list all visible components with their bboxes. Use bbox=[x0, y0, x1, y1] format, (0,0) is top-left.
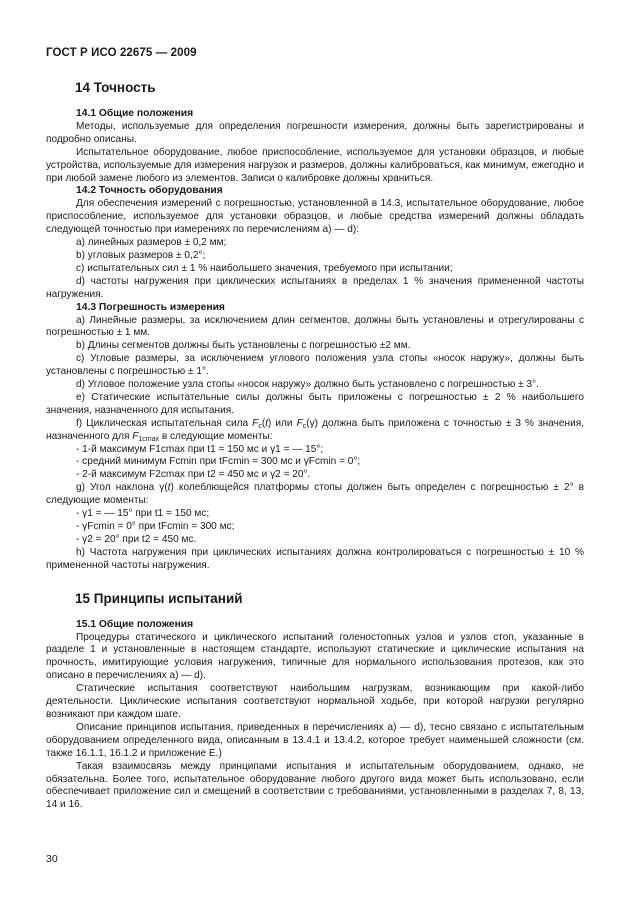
list-item-g: g) Угол наклона γ(t) колеблющейся платформы стопы должен быть определен с погрешностью ± 2° в следующие моменты: bbox=[46, 482, 584, 507]
document-header: ГОСТ Р ИСО 22675 — 2009 bbox=[46, 47, 197, 59]
list-subitem: - средний минимум Fcmin при tFcmin = 300 мс и γFcmin = 0°; bbox=[76, 456, 361, 468]
list-subitem: - γFcmin = 0° при tFcmin = 300 мс; bbox=[76, 521, 235, 532]
list-item: а) Линейные размеры, за исключением длин сегментов, должны быть установлены и отрегулированы с погрешностью ± 1 мм. bbox=[46, 314, 584, 339]
text-run: колеблющейся платформы стопы должен быть определен с погрешностью ± 2° в следующие моменты: bbox=[46, 482, 584, 507]
paragraph: Для обеспечения измерений с погрешностью, установленной в 14.3, испытательное оборудование, любое приспособление, используемое для установки образцов, и любые средства измерений должны обладать следующей точностью при измерениях по перечислениям а) — d): bbox=[46, 198, 584, 236]
list-item: с) испытательных сил ± 1 % наибольшего значения, требуемого при испытании; bbox=[76, 262, 453, 274]
paragraph: Процедуры статического и циклического испытаний голеностопных узлов и узлов стоп, указанные в разделе 1 и установленные в настоящем стандарте, используют статические и циклические испытания на прочность, имитирующие условия нагружения, типичные для нормального использования протезов, как это описано в перечислениях а) — d). bbox=[46, 631, 584, 682]
page-number: 30 bbox=[46, 853, 58, 865]
section-14-2-heading: 14.2 Точность оборудования bbox=[76, 185, 223, 197]
list-item: d) частоты нагружения при циклических испытаниях в пределах 1 % значения примененной частоты нагружения. bbox=[46, 275, 584, 300]
list-item: е) Статические испытательные силы должны быть приложены с погрешностью ± 2 % наибольшего значения, назначенного для испытания. bbox=[46, 391, 584, 416]
list-item-f: f) Циклическая испытательная сила $F_c(t)$ или $F_c(\gamma)$ должна быть приложена с точностью ± 3 % значения, назначенного для $F_{1cmax}$ в следующие моменты: bbox=[46, 417, 585, 443]
section-14-3-heading: 14.3 Погрешность измерения bbox=[76, 301, 225, 313]
section-14-heading: 14 Точность bbox=[75, 80, 156, 95]
list-item: h) Частота нагружения при циклических испытаниях должна контролироваться с погрешностью ± 10 % примененной частоты нагружения. bbox=[46, 546, 584, 571]
text-run: или bbox=[271, 417, 297, 429]
paragraph: Такая взаимосвязь между принципами испытания и испытательным оборудованием, однако, не обязательна. Более того, испытательное оборудование любого другого вида может быть использовано, если обеспечивает приложение сил и смещений в соответствии с требованиями, установленными в разделах 7, 8, 13, 14 и 16. bbox=[46, 760, 584, 811]
list-item: b) Длины сегментов должны быть установлены с погрешностью ±2 мм. bbox=[76, 340, 411, 352]
list-item: с) Угловые размеры, за исключением углового положения узла стопы «носок наружу», должны быть установлены с погрешностью ± 1°. bbox=[46, 353, 584, 378]
list-subitem: - 2-й максимум F2cmax при t2 = 450 мс и γ2 = 20°. bbox=[76, 469, 311, 481]
page-body bbox=[46, 80, 584, 812]
list-subitem: - 1-й максимум F1cmax при t1 = 150 мс и γ1 = — 15°; bbox=[76, 443, 324, 455]
list-item: b) угловых размеров ± 0,2°; bbox=[76, 249, 206, 261]
list-item: а) линейных размеров ± 0,2 мм; bbox=[76, 237, 227, 249]
text-run: f) Циклическая испытательная сила bbox=[76, 417, 253, 429]
section-15-1-heading: 15.1 Общие положения bbox=[76, 618, 194, 630]
list-item: d) Угловое положение узла стопы «носок наружу» должно быть установлено с погрешностью ± 3°. bbox=[76, 379, 539, 391]
list-subitem: - γ1 = — 15° при t1 = 150 мс; bbox=[76, 508, 210, 520]
list-subitem: - γ2 = 20° при t2 = 450 мс. bbox=[76, 533, 197, 545]
text-run: в следующие моменты: bbox=[159, 430, 273, 442]
paragraph: Испытательное оборудование, любое приспособление, используемое для установки образцов, и любые устройства, используемые для измерения нагрузок и размеров, должны калиброваться, как минимум, ежегодно и при любой замене любого из элементов. Записи о калибровке должны храниться. bbox=[46, 146, 584, 184]
paragraph: Описание принципов испытания, приведенных в перечислениях а) — d), тесно связано с испытательным оборудованием определенного вида, описанным в 13.4.1 и 13.4.2, которое требует наименьшей сложности (см. также 16.1.1, 16.1.2 и приложение Е.) bbox=[46, 721, 584, 759]
text-run: g) Угол наклона bbox=[76, 482, 160, 494]
text-run: должна быть приложена с точностью ± 3 % значения, назначенного для bbox=[46, 417, 585, 442]
paragraph: Методы, используемые для определения погрешности измерения, должны быть зарегистрированы и подробно описаны. bbox=[46, 120, 584, 145]
paragraph: Статические испытания соответствуют наибольшим нагрузкам, возникающим при какой-либо деятельности. Циклические испытания соответствуют нормальной ходьбе, при которой нагрузки регулярно возникают при каждом шаге. bbox=[46, 683, 584, 720]
section-14-1-heading: 14.1 Общие положения bbox=[76, 108, 194, 119]
section-15-heading: 15 Принципы испытаний bbox=[75, 590, 243, 606]
